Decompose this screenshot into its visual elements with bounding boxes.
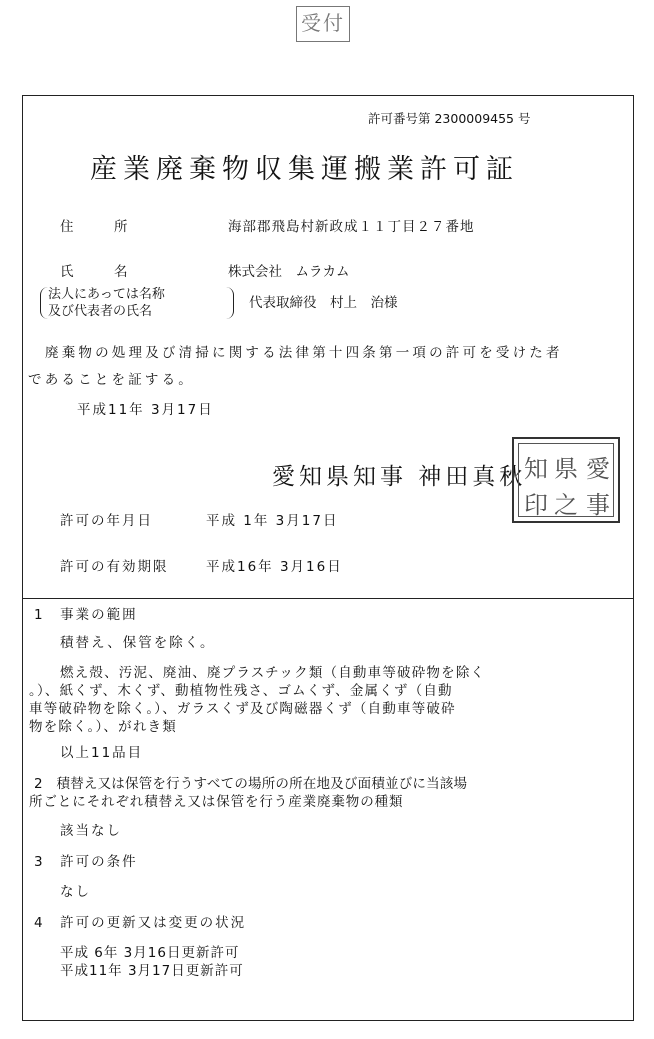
corp-note-line1: 法人にあっては名称: [48, 287, 165, 302]
permit-date-value: 平成 1年 3月17日: [206, 513, 339, 529]
seal-glyph: 之: [554, 491, 578, 519]
section-2-line-1: 2 積替え又は保管を行うすべての場所の所在地及び面積並びに当該場: [34, 776, 468, 792]
renewal-line-1: 平成 6年 3月16日更新許可: [60, 945, 240, 961]
permit-date-label: 許可の年月日: [60, 513, 153, 529]
official-seal: [512, 437, 620, 523]
permit-number: 許可番号第 2300009455 号: [368, 111, 531, 126]
corp-note-line2: 及び代表者の氏名: [48, 304, 153, 319]
expiry-value: 平成16年 3月16日: [206, 559, 343, 575]
issuer-name: 愛知県知事 神田真秋: [272, 464, 527, 490]
section-1-items-line-4: 物を除く。）、がれき類: [29, 719, 177, 735]
section-1-title: 1 事業の範囲: [34, 607, 138, 623]
section-3-paragraph: なし: [60, 884, 91, 900]
renewal-line-2: 平成11年 3月17日更新許可: [60, 963, 244, 979]
section-1-items-line-1: 燃え殻、汚泥、廃油、廃プラスチック類（自動車等破砕物を除く: [60, 665, 486, 681]
section-4-title: 4 許可の更新又は変更の状況: [34, 915, 247, 931]
certification-line-1: 廃棄物の処理及び清掃に関する法律第十四条第一項の許可を受けた者: [45, 345, 563, 361]
representative: 代表取締役 村上 治様: [249, 295, 398, 311]
section-1-items-line-2: 。）、紙くず、木くず、動植物性残さ、ゴムくず、金属くず（自動: [29, 683, 453, 699]
section-3-title: 3 許可の条件: [34, 854, 138, 870]
seal-glyph: 印: [524, 491, 548, 519]
section-1-items-line-3: 車等破砕物を除く。）、ガラスくず及び陶磁器くず（自動車等破砕: [29, 701, 456, 717]
section-1-paragraph-1: 積替え、保管を除く。: [60, 635, 216, 651]
seal-glyph: 県: [554, 455, 578, 483]
seal-glyph: 事: [586, 491, 610, 519]
address-value: 海部郡飛島村新政成１１丁目２７番地: [228, 219, 475, 235]
section-1-count: 以上11品目: [60, 745, 144, 761]
section-2-paragraph: 該当なし: [60, 823, 122, 839]
seal-glyph: 知: [524, 455, 548, 483]
issue-date: 平成11年 3月17日: [77, 402, 214, 418]
certification-line-2: であることを証する。: [28, 372, 195, 388]
name-label: 氏 名: [60, 264, 128, 280]
expiry-label: 許可の有効期限: [60, 559, 169, 575]
address-label: 住 所: [60, 219, 128, 235]
section-2-line-2: 所ごとにそれぞれ積替え又は保管を行う産業廃棄物の種類: [29, 794, 404, 810]
name-value: 株式会社 ムラカム: [228, 264, 350, 280]
seal-glyph: 愛: [586, 455, 610, 483]
section-divider: [22, 598, 634, 599]
received-stamp: 受付: [296, 6, 350, 42]
document-title: 産業廃棄物収集運搬業許可証: [90, 154, 519, 185]
